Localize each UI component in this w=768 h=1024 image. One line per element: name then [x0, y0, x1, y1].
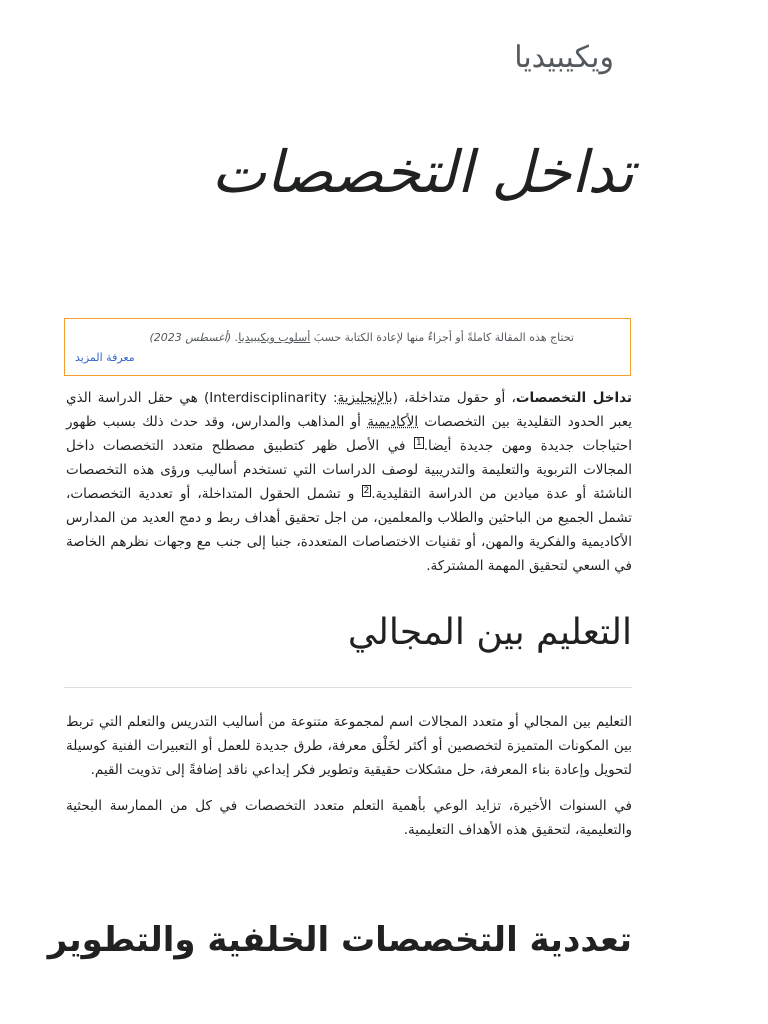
english-link[interactable]: بالإنجليزية [337, 390, 393, 406]
reference-2[interactable]: 2 [363, 485, 370, 496]
style-guide-link[interactable]: أسلوب ويكيبيديا [238, 331, 311, 344]
notice-text: تحتاج هذه المقالة كاملةً أو أجزاءٌ منها لإعادة الكتابة حسبَ أسلوب ويكيبيديا. (أغسطس 2023) [149, 331, 574, 344]
academic-link[interactable]: الأكاديمية [367, 414, 419, 430]
cleanup-notice [64, 318, 631, 376]
learn-more-link[interactable]: معرفة المزيد [75, 351, 135, 364]
section-1-paragraph-1: التعليم بين المجالي أو متعدد المجالات اسم لمجموعة متنوعة من أساليب التدريس والتعلم التي تربط بين المكونات المتميزة لتخصصين أو أكثر لخَلْق معرفة، طرق جديدة للعمل أو التعبيرات الفنية كوسيلة لتحويل وإعادة بناء المعرفة، حل مشكلات حقيقية وتطوير فكر إبداعي ناقد إضافةً إلى تذويت القيم. [66, 714, 632, 778]
section-divider [64, 687, 632, 688]
bold-term: تداخل التخصصات [515, 390, 632, 406]
lead-paragraph: تداخل التخصصات، أو حقول متداخلة، (بالإنجليزية: Interdisciplinarity) هي حقل الدراسة الذي يعبر الحدود التقليدية بين التخصصات الأكاديمية أو المذاهب والمدارس، وقد حدث ذلك بسبب ظهور احتياجات جديدة ومهن جديدة أيضا.$^1$ في الأصل ظهر كتطبيق مصطلح متعدد التخصصات داخل المجالات التربوية والتعليمة والتدريبية لوصف الدراسات التي تستخدم أساليب ورؤى هذه التخصصات الناشئة أو عدة ميادين من الدراسة التقليدية.$^2$ و تشمل الحقول المتداخلة، أو تعددية التخصصات، تشمل الجميع من الباحثين والطلاب والمعلمين، من اجل تحقيق أهداف ربط و دمج العديد من المدارس الأكاديمية والفكرية والمهن، أو تقنيات الاختصاصات المتعددة، جنبا إلى جنب مع وجهات نظرهم الخاصة في السعي لتحقيق المهمة المشتركة. [66, 390, 632, 574]
section-1-body [66, 710, 632, 842]
wikipedia-logo[interactable]: ويكيبيديا [514, 40, 614, 75]
reference-1[interactable]: 1 [415, 437, 422, 448]
page-title: تداخل التخصصات [211, 138, 634, 206]
section-heading-interdisciplinary-learning[interactable]: التعليم بين المجالي [347, 612, 632, 653]
section-1-paragraph-2: في السنوات الأخيرة، تزايد الوعي بأهمية التعلم متعدد التخصصات في كل من الممارسة البحثية والتعليمية، لتحقيق هذه الأهداف التعليمية. [66, 798, 632, 838]
section-heading-background[interactable]: تعددية التخصصات الخلفية والتطوير [47, 920, 632, 960]
